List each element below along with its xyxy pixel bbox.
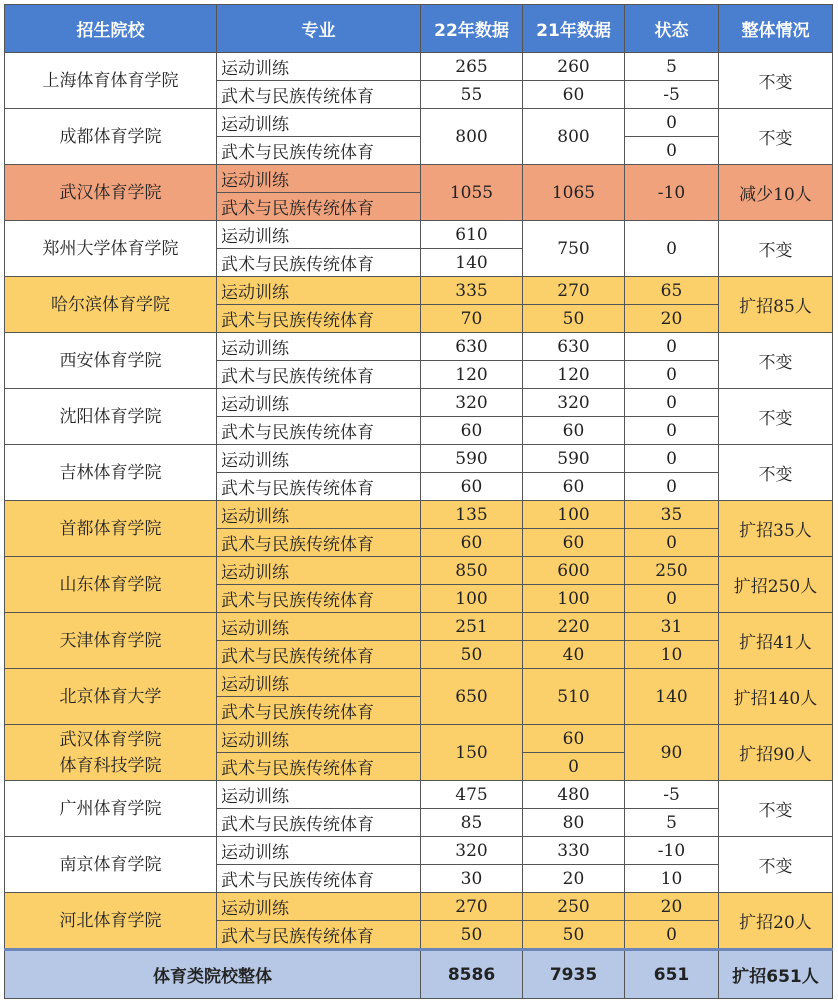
value-22: 30 xyxy=(421,865,523,893)
value-22: 590 xyxy=(421,445,523,473)
value-22: 335 xyxy=(421,277,523,305)
header-major: 专业 xyxy=(217,5,421,53)
value-22: 265 xyxy=(421,53,523,81)
value-22: 475 xyxy=(421,781,523,809)
school-name xyxy=(5,669,217,725)
school-name-line: 北京体育大学 xyxy=(59,686,162,707)
value-22: 1055 xyxy=(421,165,523,221)
value-22: 650 xyxy=(421,669,523,725)
school-name-line: 武汉体育学院 xyxy=(59,729,162,750)
school-name-line: 沈阳体育学院 xyxy=(59,406,162,427)
value-21: 60 xyxy=(523,417,625,445)
major-name: 武术与民族传统体育 xyxy=(217,753,421,781)
status-value: 0 xyxy=(625,473,719,501)
status-value: 0 xyxy=(625,109,719,137)
status-value: 31 xyxy=(625,613,719,641)
value-21: 750 xyxy=(523,221,625,277)
table-row xyxy=(5,725,833,753)
overall-status: 不变 xyxy=(719,109,833,165)
overall-status: 扩招35人 xyxy=(719,501,833,557)
status-value: 0 xyxy=(625,361,719,389)
major-name: 武术与民族传统体育 xyxy=(217,417,421,445)
status-value: 0 xyxy=(625,389,719,417)
school-name-line: 吉林体育学院 xyxy=(59,462,162,483)
major-name: 武术与民族传统体育 xyxy=(217,697,421,725)
status-value: -5 xyxy=(625,781,719,809)
status-value: 0 xyxy=(625,585,719,613)
table-row xyxy=(5,613,833,641)
school-name xyxy=(5,221,217,277)
major-name: 运动训练 xyxy=(217,221,421,249)
major-name: 运动训练 xyxy=(217,557,421,585)
table-row xyxy=(5,781,833,809)
school-name xyxy=(5,277,217,333)
major-name: 武术与民族传统体育 xyxy=(217,529,421,557)
value-22: 800 xyxy=(421,109,523,165)
overall-status: 不变 xyxy=(719,53,833,109)
status-value: 0 xyxy=(625,417,719,445)
value-22: 150 xyxy=(421,725,523,781)
school-name-line: 上海体育体育学院 xyxy=(42,70,179,91)
major-name: 运动训练 xyxy=(217,109,421,137)
major-name: 武术与民族传统体育 xyxy=(217,473,421,501)
value-21: 60 xyxy=(523,725,625,753)
major-name: 武术与民族传统体育 xyxy=(217,249,421,277)
major-name: 运动训练 xyxy=(217,333,421,361)
header-overall: 整体情况 xyxy=(719,5,833,53)
overall-status: 扩招20人 xyxy=(719,893,833,950)
value-22: 320 xyxy=(421,389,523,417)
table-row xyxy=(5,53,833,81)
major-name: 武术与民族传统体育 xyxy=(217,193,421,221)
school-name xyxy=(5,109,217,165)
value-21: 60 xyxy=(523,81,625,109)
major-name: 运动训练 xyxy=(217,725,421,753)
major-name: 武术与民族传统体育 xyxy=(217,809,421,837)
header-row xyxy=(5,5,833,53)
value-22: 60 xyxy=(421,529,523,557)
value-21: 60 xyxy=(523,529,625,557)
value-22: 610 xyxy=(421,221,523,249)
status-value: -10 xyxy=(625,165,719,221)
total-status: 651 xyxy=(625,950,719,999)
status-value: -5 xyxy=(625,81,719,109)
major-name: 运动训练 xyxy=(217,669,421,697)
overall-status: 不变 xyxy=(719,389,833,445)
overall-status: 扩招140人 xyxy=(719,669,833,725)
major-name: 运动训练 xyxy=(217,501,421,529)
total-label: 体育类院校整体 xyxy=(5,950,421,999)
table-row xyxy=(5,389,833,417)
school-name-line: 哈尔滨体育学院 xyxy=(51,294,170,315)
school-name xyxy=(5,725,217,781)
school-name xyxy=(5,165,217,221)
overall-status: 不变 xyxy=(719,445,833,501)
value-22: 320 xyxy=(421,837,523,865)
table-row xyxy=(5,669,833,697)
overall-status: 扩招90人 xyxy=(719,725,833,781)
table-row xyxy=(5,893,833,921)
major-name: 武术与民族传统体育 xyxy=(217,81,421,109)
table-row xyxy=(5,333,833,361)
school-name-line: 西安体育学院 xyxy=(59,350,162,371)
value-22: 251 xyxy=(421,613,523,641)
value-21: 20 xyxy=(523,865,625,893)
table-row xyxy=(5,501,833,529)
status-value: 20 xyxy=(625,893,719,921)
value-21: 220 xyxy=(523,613,625,641)
school-name xyxy=(5,837,217,893)
status-value: 20 xyxy=(625,305,719,333)
major-name: 武术与民族传统体育 xyxy=(217,585,421,613)
value-21: 1065 xyxy=(523,165,625,221)
school-name-line: 首都体育学院 xyxy=(59,518,162,539)
major-name: 运动训练 xyxy=(217,613,421,641)
overall-status: 不变 xyxy=(719,333,833,389)
major-name: 运动训练 xyxy=(217,781,421,809)
school-name xyxy=(5,389,217,445)
school-name-line: 广州体育学院 xyxy=(59,798,162,819)
overall-status: 不变 xyxy=(719,781,833,837)
status-value: 0 xyxy=(625,921,719,950)
value-22: 120 xyxy=(421,361,523,389)
value-22: 60 xyxy=(421,417,523,445)
status-value: 140 xyxy=(625,669,719,725)
value-22: 55 xyxy=(421,81,523,109)
value-21: 330 xyxy=(523,837,625,865)
school-name-line: 武汉体育学院 xyxy=(59,182,162,203)
school-name xyxy=(5,445,217,501)
value-21: 100 xyxy=(523,585,625,613)
status-value: 0 xyxy=(625,445,719,473)
major-name: 武术与民族传统体育 xyxy=(217,361,421,389)
status-value: 5 xyxy=(625,53,719,81)
school-name xyxy=(5,333,217,389)
status-value: 35 xyxy=(625,501,719,529)
school-name-line: 郑州大学体育学院 xyxy=(42,238,179,259)
value-21: 250 xyxy=(523,893,625,921)
total-overall: 扩招651人 xyxy=(719,950,833,999)
status-value: 10 xyxy=(625,641,719,669)
value-22: 630 xyxy=(421,333,523,361)
value-21: 320 xyxy=(523,389,625,417)
value-21: 800 xyxy=(523,109,625,165)
total-row xyxy=(5,950,833,999)
header-status: 状态 xyxy=(625,5,719,53)
school-name xyxy=(5,781,217,837)
value-22: 85 xyxy=(421,809,523,837)
value-22: 135 xyxy=(421,501,523,529)
value-21: 260 xyxy=(523,53,625,81)
status-value: 65 xyxy=(625,277,719,305)
major-name: 运动训练 xyxy=(217,837,421,865)
school-name xyxy=(5,893,217,950)
value-21: 100 xyxy=(523,501,625,529)
major-name: 武术与民族传统体育 xyxy=(217,137,421,165)
value-21: 120 xyxy=(523,361,625,389)
status-value: 0 xyxy=(625,333,719,361)
value-21: 480 xyxy=(523,781,625,809)
status-value: 90 xyxy=(625,725,719,781)
total-22: 8586 xyxy=(421,950,523,999)
overall-status: 扩招41人 xyxy=(719,613,833,669)
header-22-data: 22年数据 xyxy=(421,5,523,53)
table-row xyxy=(5,837,833,865)
major-name: 武术与民族传统体育 xyxy=(217,921,421,950)
major-name: 武术与民族传统体育 xyxy=(217,305,421,333)
value-22: 140 xyxy=(421,249,523,277)
table-row xyxy=(5,221,833,249)
enrollment-table xyxy=(4,4,833,999)
table-body xyxy=(5,53,833,950)
school-name xyxy=(5,501,217,557)
overall-status: 扩招85人 xyxy=(719,277,833,333)
table-row xyxy=(5,557,833,585)
school-name-line: 天津体育学院 xyxy=(59,630,162,651)
value-22: 100 xyxy=(421,585,523,613)
header-21-data: 21年数据 xyxy=(523,5,625,53)
value-22: 850 xyxy=(421,557,523,585)
value-21: 50 xyxy=(523,305,625,333)
value-21: 50 xyxy=(523,921,625,950)
overall-status: 减少10人 xyxy=(719,165,833,221)
value-21: 600 xyxy=(523,557,625,585)
value-21: 40 xyxy=(523,641,625,669)
status-value: 250 xyxy=(625,557,719,585)
overall-status: 不变 xyxy=(719,837,833,893)
school-name-line: 南京体育学院 xyxy=(59,854,162,875)
major-name: 运动训练 xyxy=(217,389,421,417)
major-name: 运动训练 xyxy=(217,445,421,473)
overall-status: 不变 xyxy=(719,221,833,277)
value-22: 50 xyxy=(421,921,523,950)
major-name: 武术与民族传统体育 xyxy=(217,641,421,669)
major-name: 运动训练 xyxy=(217,893,421,921)
school-name xyxy=(5,613,217,669)
value-22: 50 xyxy=(421,641,523,669)
total-21: 7935 xyxy=(523,950,625,999)
value-21: 0 xyxy=(523,753,625,781)
school-name-line: 成都体育学院 xyxy=(59,126,162,147)
value-22: 60 xyxy=(421,473,523,501)
school-name xyxy=(5,557,217,613)
value-21: 510 xyxy=(523,669,625,725)
value-21: 60 xyxy=(523,473,625,501)
school-name-line: 山东体育学院 xyxy=(59,574,162,595)
table-row xyxy=(5,165,833,193)
major-name: 运动训练 xyxy=(217,165,421,193)
status-value: 5 xyxy=(625,809,719,837)
school-name-line: 河北体育学院 xyxy=(59,910,162,931)
status-value: 10 xyxy=(625,865,719,893)
header-school: 招生院校 xyxy=(5,5,217,53)
status-value: -10 xyxy=(625,837,719,865)
table-row xyxy=(5,277,833,305)
status-value: 0 xyxy=(625,529,719,557)
table-row xyxy=(5,109,833,137)
value-21: 590 xyxy=(523,445,625,473)
overall-status: 扩招250人 xyxy=(719,557,833,613)
value-22: 270 xyxy=(421,893,523,921)
value-21: 80 xyxy=(523,809,625,837)
status-value: 0 xyxy=(625,221,719,277)
school-name xyxy=(5,53,217,109)
value-22: 70 xyxy=(421,305,523,333)
school-name-line: 体育科技学院 xyxy=(59,755,162,776)
table-row xyxy=(5,445,833,473)
value-21: 630 xyxy=(523,333,625,361)
major-name: 运动训练 xyxy=(217,277,421,305)
status-value: 0 xyxy=(625,137,719,165)
major-name: 运动训练 xyxy=(217,53,421,81)
value-21: 270 xyxy=(523,277,625,305)
major-name: 武术与民族传统体育 xyxy=(217,865,421,893)
